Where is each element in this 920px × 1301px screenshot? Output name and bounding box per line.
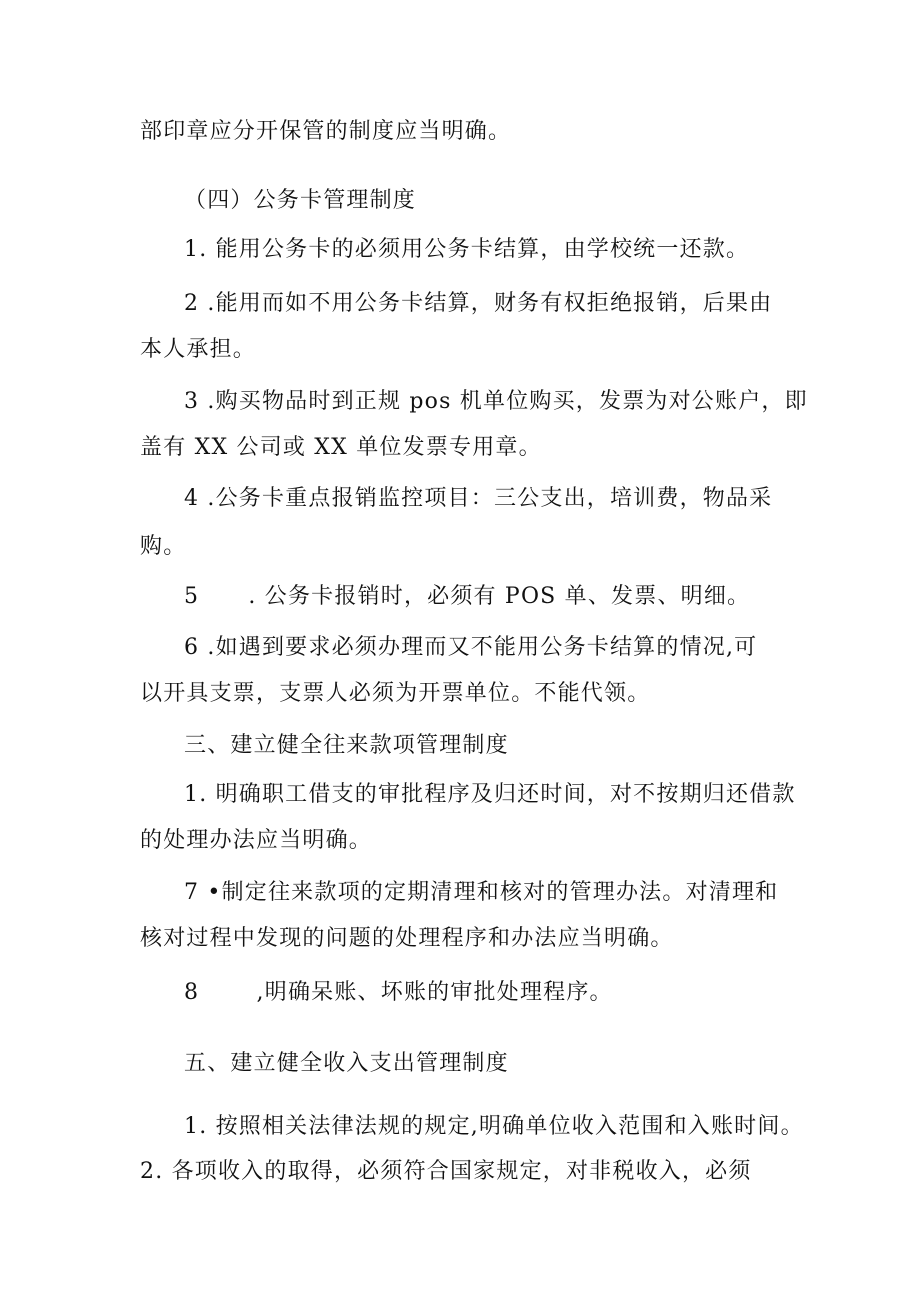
text-line-15: 的处理办法应当明确。 [140,828,373,853]
text-line-18: 8 ,明确呆账、坏账的审批处理程序。 [184,980,613,1005]
section-heading-3: 三、建立健全往来款项管理制度 [184,733,509,758]
text-line-6: 3 .购买物品时到正规 pos 机单位购买，发票为对公账户，即 [184,389,808,414]
text-line-9: 购。 [140,534,187,559]
text-line-5: 本人承担。 [140,337,257,362]
text-line-21: 2. 各项收入的取得，必须符合国家规定，对非税收入，必须 [140,1159,752,1184]
text-line-12: 以开具支票，支票人必须为开票单位。不能代领。 [140,681,651,706]
section-heading-4: （四）公务卡管理制度 [184,188,417,213]
text-line-7: 盖有 XX 公司或 XX 单位发票专用章。 [140,435,542,460]
text-line-14: 1. 明确职工借支的审批程序及归还时间，对不按期归还借款 [184,782,796,807]
text-line-17: 核对过程中发现的问题的处理程序和办法应当明确。 [140,926,674,951]
text-line-1: 部印章应分开保管的制度应当明确。 [140,119,512,144]
section-heading-5: 五、建立健全收入支出管理制度 [184,1051,509,1076]
text-line-20: 1. 按照相关法律法规的规定,明确单位收入范围和入账时间。 [184,1114,804,1139]
text-line-11: 6 .如遇到要求必须办理而又不能用公务卡结算的情况,可 [184,635,758,660]
text-line-10: 5 . 公务卡报销时，必须有 POS 单、发票、明细。 [184,584,751,609]
text-line-3: 1. 能用公务卡的必须用公务卡结算，由学校统一还款。 [184,237,750,262]
text-line-16: 7 •制定往来款项的定期清理和核对的管理办法。对清理和 [184,880,779,905]
text-line-8: 4 .公务卡重点报销监控项目：三公支出，培训费，物品采 [184,486,773,511]
text-line-4: 2 .能用而如不用公务卡结算，财务有权拒绝报销，后果由 [184,291,773,316]
